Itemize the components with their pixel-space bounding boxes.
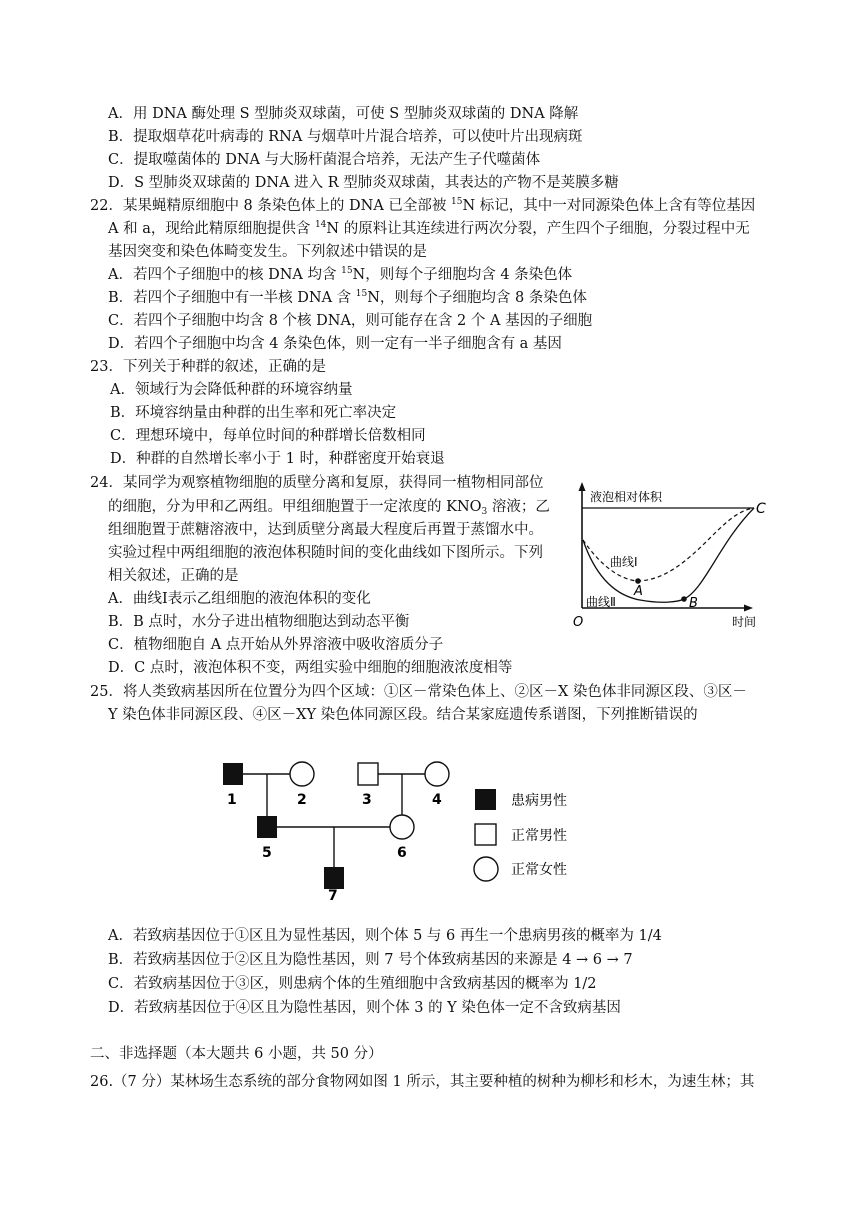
q24-stem-line3: 组细胞置于蔗糖溶液中，达到质壁分离最大程度后再置于蒸馏水中。 xyxy=(108,522,543,538)
q25-stem-line1: 25．将人类致病基因所在位置分为四个区域：①区－常染色体上、②区－X 染色体非同源区段、③区－ xyxy=(90,684,747,700)
q21-option-c: C．提取噬菌体的 DNA 与大肠杆菌混合培养，无法产生子代噬菌体 xyxy=(108,152,541,168)
q24-stem-line5: 相关叙述，正确的是 xyxy=(108,568,239,584)
q25-option-d: D．若致病基因位于④区且为隐性基因，则个体 3 的 Y 染色体一定不含致病基因 xyxy=(108,1000,621,1016)
vacuole-volume-graph xyxy=(570,480,780,640)
individual-3-normal-male xyxy=(358,763,378,785)
legend-normal-male-label: 正常男性 xyxy=(511,828,567,844)
id-label-1: 1 xyxy=(227,792,237,808)
curve-i xyxy=(583,508,754,581)
q22-stem-line2: A 和 a，现给此精原细胞提供含 $^{14}$N 的原料让其连续进行两次分裂，产生四个子细胞，分裂过程中无 xyxy=(108,220,750,237)
individual-2-normal-female xyxy=(290,762,314,786)
q24-option-c: C．植物细胞自 A 点开始从外界溶液中吸收溶质分子 xyxy=(108,637,444,653)
q21-option-a: A．用 DNA 酶处理 S 型肺炎双球菌，可使 S 型肺炎双球菌的 DNA 降解 xyxy=(108,106,579,122)
point-a-label: A xyxy=(634,584,643,599)
q21-option-b: B．提取烟草花叶病毒的 RNA 与烟草叶片混合培养，可以使叶片出现病斑 xyxy=(108,129,583,145)
point-b xyxy=(681,596,687,602)
q24-option-d: D．C 点时，液泡体积不变，两组实验中细胞的细胞液浓度相等 xyxy=(108,660,513,676)
x-axis-label: 时间 xyxy=(732,615,757,629)
legend-normal-male-symbol xyxy=(475,824,496,845)
individual-6-normal-female xyxy=(390,815,414,839)
q22-stem-line3: 基因突变和染色体畸变发生。下列叙述中错误的是 xyxy=(108,244,427,260)
q24-option-b: B．B 点时，水分子进出植物细胞达到动态平衡 xyxy=(108,614,410,630)
id-label-6: 6 xyxy=(397,845,407,861)
id-label-3: 3 xyxy=(362,792,372,808)
y-axis-arrow xyxy=(579,482,586,491)
individual-4-normal-female xyxy=(425,762,449,786)
pedigree-chart xyxy=(210,752,600,902)
curve-ii xyxy=(583,508,754,602)
q22-option-c: C．若四个子细胞中均含 8 个核 DNA，则可能存在含 2 个 A 基因的子细胞 xyxy=(108,313,593,329)
q25-option-b: B．若致病基因位于②区且为隐性基因，则 7 号个体致病基因的来源是 4 → 6 → 7 xyxy=(108,952,633,968)
legend-affected-male-label: 患病男性 xyxy=(511,793,567,809)
q24-stem-line1: 24．某同学为观察植物细胞的质壁分离和复原，获得同一植物相同部位 xyxy=(90,475,544,491)
q21-option-d: D．S 型肺炎双球菌的 DNA 进入 R 型肺炎双球菌，其表达的产物不是荚膜多糖 xyxy=(108,175,619,191)
q23-stem: 23．下列关于种群的叙述，正确的是 xyxy=(90,359,326,375)
q23-option-a: A．领域行为会降低种群的环境容纳量 xyxy=(110,382,353,398)
q22-option-d: D．若四个子细胞中均含 4 条染色体，则一定有一半子细胞含有 a 基因 xyxy=(108,336,562,352)
individual-1-affected-male xyxy=(223,763,243,785)
q23-option-c: C．理想环境中，每单位时间的种群增长倍数相同 xyxy=(110,428,426,444)
q24-stem-line2: 的细胞，分为甲和乙两组。甲组细胞置于一定浓度的 $KNO_3$ 溶液；乙 xyxy=(108,499,550,517)
legend-normal-female-symbol xyxy=(474,857,498,881)
q25-stem-line2: Y 染色体非同源区段、④区－XY 染色体同源区段。结合某家庭遗传系谱图，下列推断错误的 xyxy=(108,707,698,723)
individual-5-affected-male xyxy=(257,816,277,838)
q25-option-a: A．若致病基因位于①区且为显性基因，则个体 5 与 6 再生一个患病男孩的概率为 1/4 xyxy=(108,928,662,944)
id-label-7: 7 xyxy=(328,888,338,902)
legend-normal-female-label: 正常女性 xyxy=(511,862,567,878)
curve-i-label: 曲线Ⅰ xyxy=(610,555,638,569)
legend-affected-male-symbol xyxy=(475,789,496,810)
id-label-2: 2 xyxy=(297,792,307,808)
id-label-5: 5 xyxy=(262,845,272,861)
q23-option-b: B．环境容纳量由种群的出生率和死亡率决定 xyxy=(110,405,397,421)
point-a xyxy=(635,578,641,584)
id-label-4: 4 xyxy=(432,792,442,808)
q22-stem-line1: 22．某果蝇精原细胞中 8 条染色体上的 DNA 已全部被 $^{15}$N 标记，其中一对同源染色体上含有等位基因 xyxy=(90,197,756,214)
section-2-heading: 二、非选择题（本大题共 6 小题，共 50 分） xyxy=(90,1046,383,1062)
q22-option-a: A．若四个子细胞中的核 DNA 均含 $^{15}$N，则每个子细胞均含 4 条染色体 xyxy=(108,266,573,283)
q26-stem: 26.（7 分）某林场生态系统的部分食物网如图 1 所示，其主要种植的树种为柳杉和杉木，为速生林；其 xyxy=(90,1074,755,1090)
q24-stem-line4: 实验过程中两组细胞的液泡体积随时间的变化曲线如下图所示。下列 xyxy=(108,545,543,561)
origin-label: O xyxy=(573,615,584,630)
x-axis-arrow xyxy=(744,605,753,612)
q23-option-d: D．种群的自然增长率小于 1 时，种群密度开始衰退 xyxy=(110,451,445,467)
q25-option-c: C．若致病基因位于③区，则患病个体的生殖细胞中含致病基因的概率为 1/2 xyxy=(108,976,597,992)
point-b-label: B xyxy=(689,596,698,611)
q24-option-a: A．曲线Ⅰ表示乙组细胞的液泡体积的变化 xyxy=(108,591,371,607)
curve-ii-label: 曲线Ⅱ xyxy=(586,595,616,609)
individual-7-affected-male xyxy=(324,867,344,889)
q22-option-b: B．若四个子细胞中有一半核 DNA 含 $^{15}$N，则每个子细胞均含 8 条染色体 xyxy=(108,289,587,306)
point-c-label: C xyxy=(756,501,766,517)
y-axis-label: 液泡相对体积 xyxy=(590,490,663,504)
